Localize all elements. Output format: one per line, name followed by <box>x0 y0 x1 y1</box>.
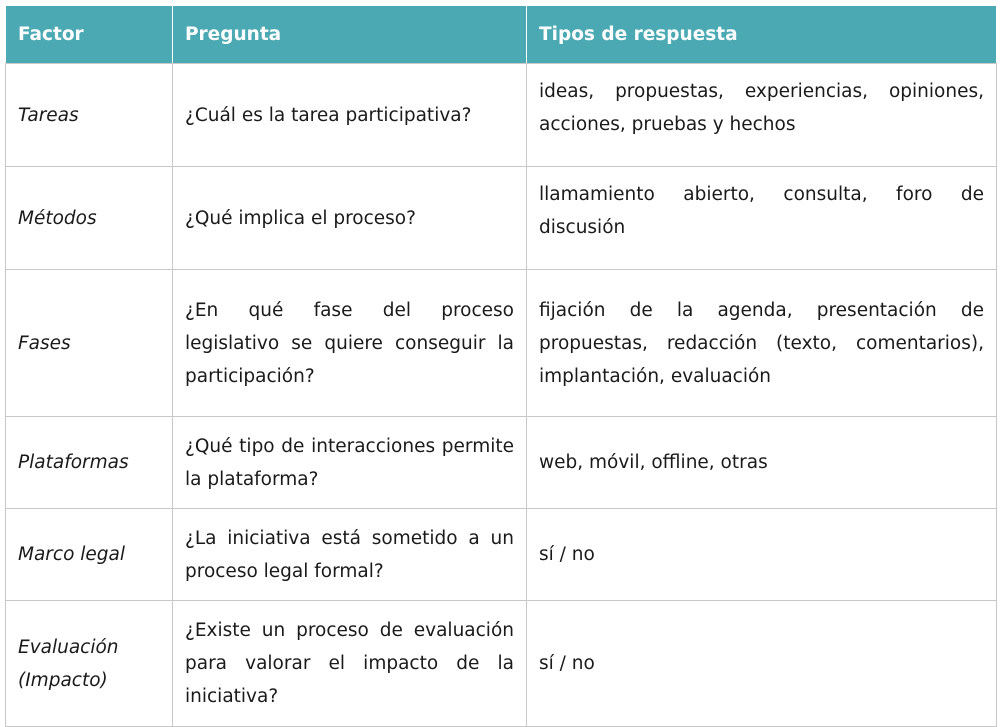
factor-table <box>5 5 997 727</box>
tipos-cell: fijación de la agenda, presentación de propuestas, redacción (texto, comentarios), implantación, evaluación <box>527 270 997 417</box>
factor-cell: Fases <box>6 270 173 417</box>
table-row <box>6 417 997 509</box>
tipos-cell: web, móvil, offline, otras <box>527 417 997 509</box>
table-row <box>6 509 997 601</box>
header-row <box>6 6 997 64</box>
factor-cell: Plataformas <box>6 417 173 509</box>
table-row <box>6 601 997 727</box>
pregunta-cell: ¿Existe un proceso de evaluación para valorar el impacto de la iniciativa? <box>173 601 527 727</box>
tipos-cell: sí / no <box>527 601 997 727</box>
table-row <box>6 270 997 417</box>
factor-cell: Tareas <box>6 64 173 167</box>
pregunta-cell: ¿Qué tipo de interacciones permite la plataforma? <box>173 417 527 509</box>
header-tipos-respuesta: Tipos de respuesta <box>527 6 997 64</box>
factor-cell: Marco legal <box>6 509 173 601</box>
header-pregunta: Pregunta <box>173 6 527 64</box>
tipos-cell: ideas, propuestas, experiencias, opiniones, acciones, pruebas y hechos <box>527 64 997 167</box>
pregunta-cell: ¿La iniciativa está sometido a un proceso legal formal? <box>173 509 527 601</box>
pregunta-cell: ¿Cuál es la tarea participativa? <box>173 64 527 167</box>
header-factor: Factor <box>6 6 173 64</box>
tipos-cell: llamamiento abierto, consulta, foro de discusión <box>527 167 997 270</box>
pregunta-cell: ¿En qué fase del proceso legislativo se quiere conseguir la participación? <box>173 270 527 417</box>
factor-cell: Evaluación (Impacto) <box>6 601 173 727</box>
table-row <box>6 64 997 167</box>
pregunta-cell: ¿Qué implica el proceso? <box>173 167 527 270</box>
factor-cell: Métodos <box>6 167 173 270</box>
tipos-cell: sí / no <box>527 509 997 601</box>
table-row <box>6 167 997 270</box>
